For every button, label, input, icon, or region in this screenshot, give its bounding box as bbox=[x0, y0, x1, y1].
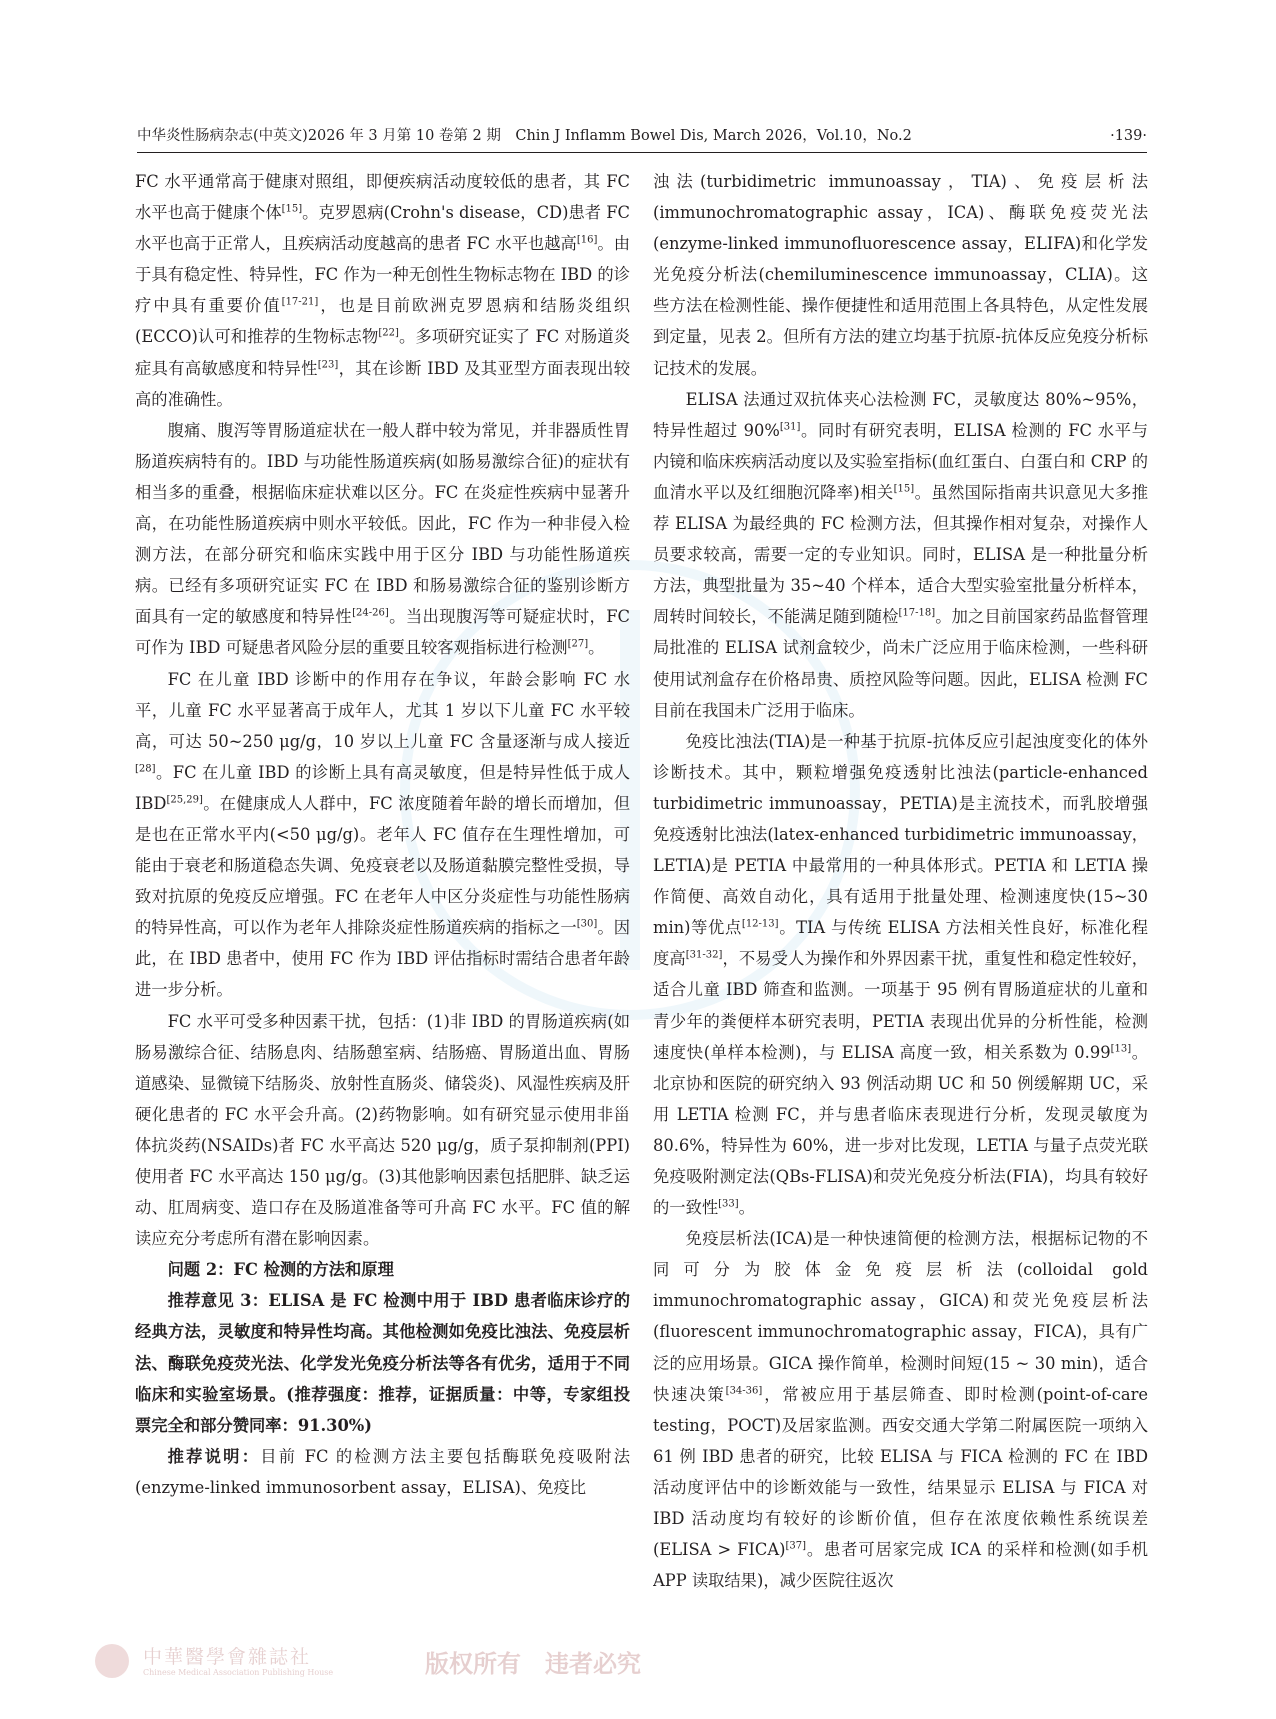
citation: [31-32] bbox=[685, 949, 723, 961]
publisher-watermark bbox=[95, 1640, 641, 1688]
copyright-stamp: 版权所有 违者必究 bbox=[425, 1649, 641, 1678]
citation: [27] bbox=[567, 638, 589, 650]
text-run: 目前 FC 的检测方法主要包括酶联免疫吸附法(enzyme-linked immunosorbent assay，ELISA)、免疫比 bbox=[135, 1446, 630, 1497]
citation: [17-18] bbox=[898, 607, 936, 619]
left-paragraph-3 bbox=[135, 664, 630, 1006]
running-title: 中华炎性肠病杂志(中英文)2026 年 3 月第 10 卷第 2 期 Chin J Inflamm Bowel Dis, March 2026，Vol.10，No.2 bbox=[137, 128, 912, 144]
citation: [22] bbox=[378, 328, 399, 340]
citation: [23] bbox=[317, 359, 339, 371]
text-run: ，也是目前欧洲克罗恩病和结肠炎组织(ECCO)认可和推荐的生物标志物 bbox=[135, 296, 630, 347]
text-run: 腹痛、腹泻等胃肠道症状在一般人群中较为常见，并非器质性胃肠道疾病特有的。IBD 与功能性肠道疾病(如肠易激综合征)的症状有相当多的重叠，根据临床症状难以区分。FC 在炎症性疾病中显著升高，在功能性肠道疾病中则水平较低。因此，FC 作为一种非侵入检测方法，在部分研究和临床实践中用于区分 IBD 与功能性肠道疾病。已经有多项研究证实 FC 在 IBD 和肠易激综合征的鉴别诊断方面具有一定的敏感度和特异性 bbox=[135, 420, 630, 627]
citation: [28] bbox=[135, 763, 156, 775]
left-paragraph-4: FC 水平可受多种因素干扰，包括：(1)非 IBD 的胃肠道疾病(如肠易激综合征、结肠息肉、结肠憩室病、结肠癌、胃肠道出血、胃肠道感染、显微镜下结肠炎、放射性直肠炎、储袋炎)、风湿性疾病及肝硬化患者的 FC 水平会升高。(2)药物影响。如有研究显示使用非甾体抗炎药(NSAIDs)者 FC 水平高达 520 μg/g，质子泵抑制剂(PPI)使用者 FC 水平高达 150 μg/g。(3)其他影响因素包括肥胖、缺乏运动、肛周病变、造口存在及肠道准备等可升高 FC 水平。FC 值的解读应充分考虑所有潜在影响因素。 bbox=[135, 1011, 630, 1249]
text-run: ，其在诊断 IBD 及其亚型方面表现出较高的准确性。 bbox=[135, 358, 630, 409]
publisher-name-en: Chinese Medical Association Publishing House bbox=[143, 1668, 334, 1677]
text-run: 。 bbox=[738, 1198, 755, 1218]
text-run: ，常被应用于基层筛查、即时检测(point-of-care testing，POCT)及居家监测。西安交通大学第二附属医院一项纳入 61 例 IBD 患者的研究，比较 ELISA 与 FICA 检测的 FC 在 IBD 活动度评估中的诊断效能与一致性，结果显示 ELISA 与 FICA 对 IBD 活动度均有较好的诊断价值，但存在浓度依赖性系统误差(ELISA > FICA) bbox=[653, 1384, 1148, 1560]
right-paragraph-4 bbox=[653, 1223, 1148, 1596]
right-paragraph-3 bbox=[653, 726, 1148, 1224]
text-run: 。加之目前国家药品监督管理局批准的 ELISA 试剂盒较少，尚未广泛应用于临床检测，一些科研使用试剂盒存在价格昂贵、质控风险等问题。因此，ELISA 检测 FC 目前在我国未广泛用于临床。 bbox=[653, 607, 1148, 720]
page-number: ·139· bbox=[1110, 128, 1147, 144]
text-run: 免疫比浊法(TIA)是一种基于抗原-抗体反应引起浊度变化的体外诊断技术。其中，颗粒增强免疫透射比浊法(particle-enhanced turbidimetric immunoassay，PETIA)是主流技术，而乳胶增强免疫透射比浊法(latex-enhanced turbidimetric immunoassay，LETIA)是 PETIA 中最常用的一种具体形式。PETIA 和 LETIA 操作简便、高效自动化，具有适用于批量处理、检测速度快(15~30 min)等优点 bbox=[653, 731, 1148, 938]
citation: [12-13] bbox=[741, 918, 779, 930]
citation: [31] bbox=[779, 421, 801, 433]
citation: [15] bbox=[281, 203, 303, 215]
text-run: 。因此，在 IBD 患者中，使用 FC 作为 IBD 评估指标时需结合患者年龄进一步分析。 bbox=[135, 918, 630, 1000]
text-run: 。TIA 与传统 ELISA 方法相关性良好，标准化程度高 bbox=[653, 918, 1148, 969]
citation: [16] bbox=[576, 234, 598, 246]
right-paragraph-2 bbox=[653, 384, 1148, 726]
text-run: 。患者可居家完成 ICA 的采样和检测(如手机 APP 读取结果)，减少医院往返次 bbox=[653, 1540, 1148, 1591]
text-run: 。克罗恩病(Crohn's disease，CD)患者 FC 水平也高于正常人，且疾病活动度越高的患者 FC 水平也越高 bbox=[135, 203, 630, 254]
text-run: 。北京协和医院的研究纳入 93 例活动期 UC 和 50 例缓解期 UC，采用 LETIA 检测 FC，并与患者临床表现进行分析，发现灵敏度为 80.6%，特异性为 60%，进一步对比发现，LETIA 与量子点荧光联免疫吸附测定法(QBs-FLISA)和荧光免疫分析法(FIA)，均具有较好的一致性 bbox=[653, 1042, 1148, 1218]
text-run: 。由于具有稳定性、特异性，FC 作为一种无创性生物标志物在 IBD 的诊疗中具有重要价值 bbox=[135, 234, 630, 316]
text-run: ，不易受人为操作和外界因素干扰，重复性和稳定性较好，适合儿童 IBD 筛查和监测。一项基于 95 例有胃肠道症状的儿童和青少年的粪便样本研究表明，PETIA 表现出优异的分析性能，检测速度快(单样本检测)，与 ELISA 高度一致，相关系数为 0.99 bbox=[653, 949, 1148, 1062]
left-column bbox=[135, 166, 630, 1636]
running-header bbox=[137, 126, 1147, 153]
text-run: 免疫层析法(ICA)是一种快速简便的检测方法，根据标记物的不同可分为胶体金免疫层析法(colloidal gold immunochromatographic assay，GICA)和荧光免疫层析法(fluorescent immunochromatographic assay，FICA)，具有广泛的应用场景。GICA 操作简单，检测时间短(15 ~ 30 min)，适合快速决策 bbox=[653, 1229, 1148, 1404]
text-run: 。FC 在儿童 IBD 的诊断上具有高灵敏度，但是特异性低于成人 IBD bbox=[135, 762, 630, 813]
text-run: FC 在儿童 IBD 诊断中的作用存在争议，年龄会影响 FC 水平，儿童 FC 水平显著高于成年人，尤其 1 岁以下儿童 FC 水平较高，可达 50~250 μg/g，10 岁以上儿童 FC 含量逐渐与成人接近 bbox=[135, 669, 630, 751]
publisher-name-cn: 中華醫學會雜誌社 bbox=[143, 1646, 312, 1668]
citation: [17-21] bbox=[281, 296, 319, 308]
text-run: 。虽然国际指南共识意见大多推荐 ELISA 为最经典的 FC 检测方法，但其操作相对复杂，对操作人员要求较高，需要一定的专业知识。同时，ELISA 是一种批量分析方法，典型批量为 35~40 个样本，适合大型实验室批量分析样本，周转时间较长，不能满足随到随检 bbox=[653, 482, 1148, 627]
citation: [30] bbox=[576, 918, 598, 930]
explanation-label: 推荐说明： bbox=[167, 1446, 261, 1466]
text-run: 。在健康成人人群中，FC 浓度随着年龄的增长而增加，但是也在正常水平内(<50 μg/g)。老年人 FC 值存在生理性增加，可能由于衰老和肠道稳态失调、免疫衰老以及肠道黏膜完整性受损，导致对抗原的免疫反应增强。FC 在老年人中区分炎症性与功能性肠病的特异性高，可以作为老年人排除炎症性肠道疾病的指标之一 bbox=[135, 793, 630, 938]
text-run: 。同时有研究表明，ELISA 检测的 FC 水平与内镜和临床疾病活动度以及实验室指标(血红蛋白、白蛋白和 CRP 的血清水平以及红细胞沉降率)相关 bbox=[653, 420, 1148, 502]
text-run: 。多项研究证实了 FC 对肠道炎症具有高敏感度和特异性 bbox=[135, 327, 630, 378]
citation: [25,29] bbox=[166, 794, 203, 806]
text-run: ELISA 法通过双抗体夹心法检测 FC，灵敏度达 80%~95%，特异性超过 90% bbox=[653, 389, 1148, 440]
section-heading: 问题 2：FC 检测的方法和原理 bbox=[167, 1260, 394, 1280]
right-paragraph-1: 浊法(turbidimetric immunoassay，TIA)、免疫层析法(immunochromatographic assay，ICA)、酶联免疫荧光法(enzyme-linked immunofluorescence assay，ELIFA)和化学发光免疫分析法(chemiluminescence immunoassay，CLIA)。这些方法在检测性能、操作便捷性和适用范围上各具特色，从定性发展到定量，见表 2。但所有方法的建立均基于抗原-抗体反应免疫分析标记技术的发展。 bbox=[653, 172, 1148, 378]
citation: [33] bbox=[718, 1198, 739, 1210]
citation: [24-26] bbox=[352, 607, 389, 619]
recommendation-explanation bbox=[135, 1441, 630, 1503]
citation: [13] bbox=[1110, 1043, 1132, 1055]
citation: [37] bbox=[785, 1540, 806, 1552]
text-run: 。当出现腹泻等可疑症状时，FC 可作为 IBD 可疑患者风险分层的重要且较客观指标进行检测 bbox=[135, 607, 630, 658]
publisher-emblem-icon bbox=[95, 1644, 129, 1678]
text-run: FC 水平通常高于健康对照组，即便疾病活动度较低的患者，其 FC 水平也高于健康个体 bbox=[135, 172, 630, 223]
citation: [34-36] bbox=[725, 1385, 763, 1397]
left-paragraph-1 bbox=[135, 166, 630, 415]
text-run: 。 bbox=[588, 638, 605, 658]
left-paragraph-2 bbox=[135, 415, 630, 664]
recommendation-3: 推荐意见 3：ELISA 是 FC 检测中用于 IBD 患者临床诊疗的经典方法，灵敏度和特异性均高。其他检测如免疫比浊法、免疫层析法、酶联免疫荧光法、化学发光免疫分析法等各有优劣，适用于不同临床和实验室场景。(推荐强度：推荐，证据质量：中等，专家组投票完全和部分赞同率：91.30%) bbox=[135, 1291, 630, 1435]
citation: [15] bbox=[893, 483, 915, 495]
right-column bbox=[653, 166, 1148, 1636]
